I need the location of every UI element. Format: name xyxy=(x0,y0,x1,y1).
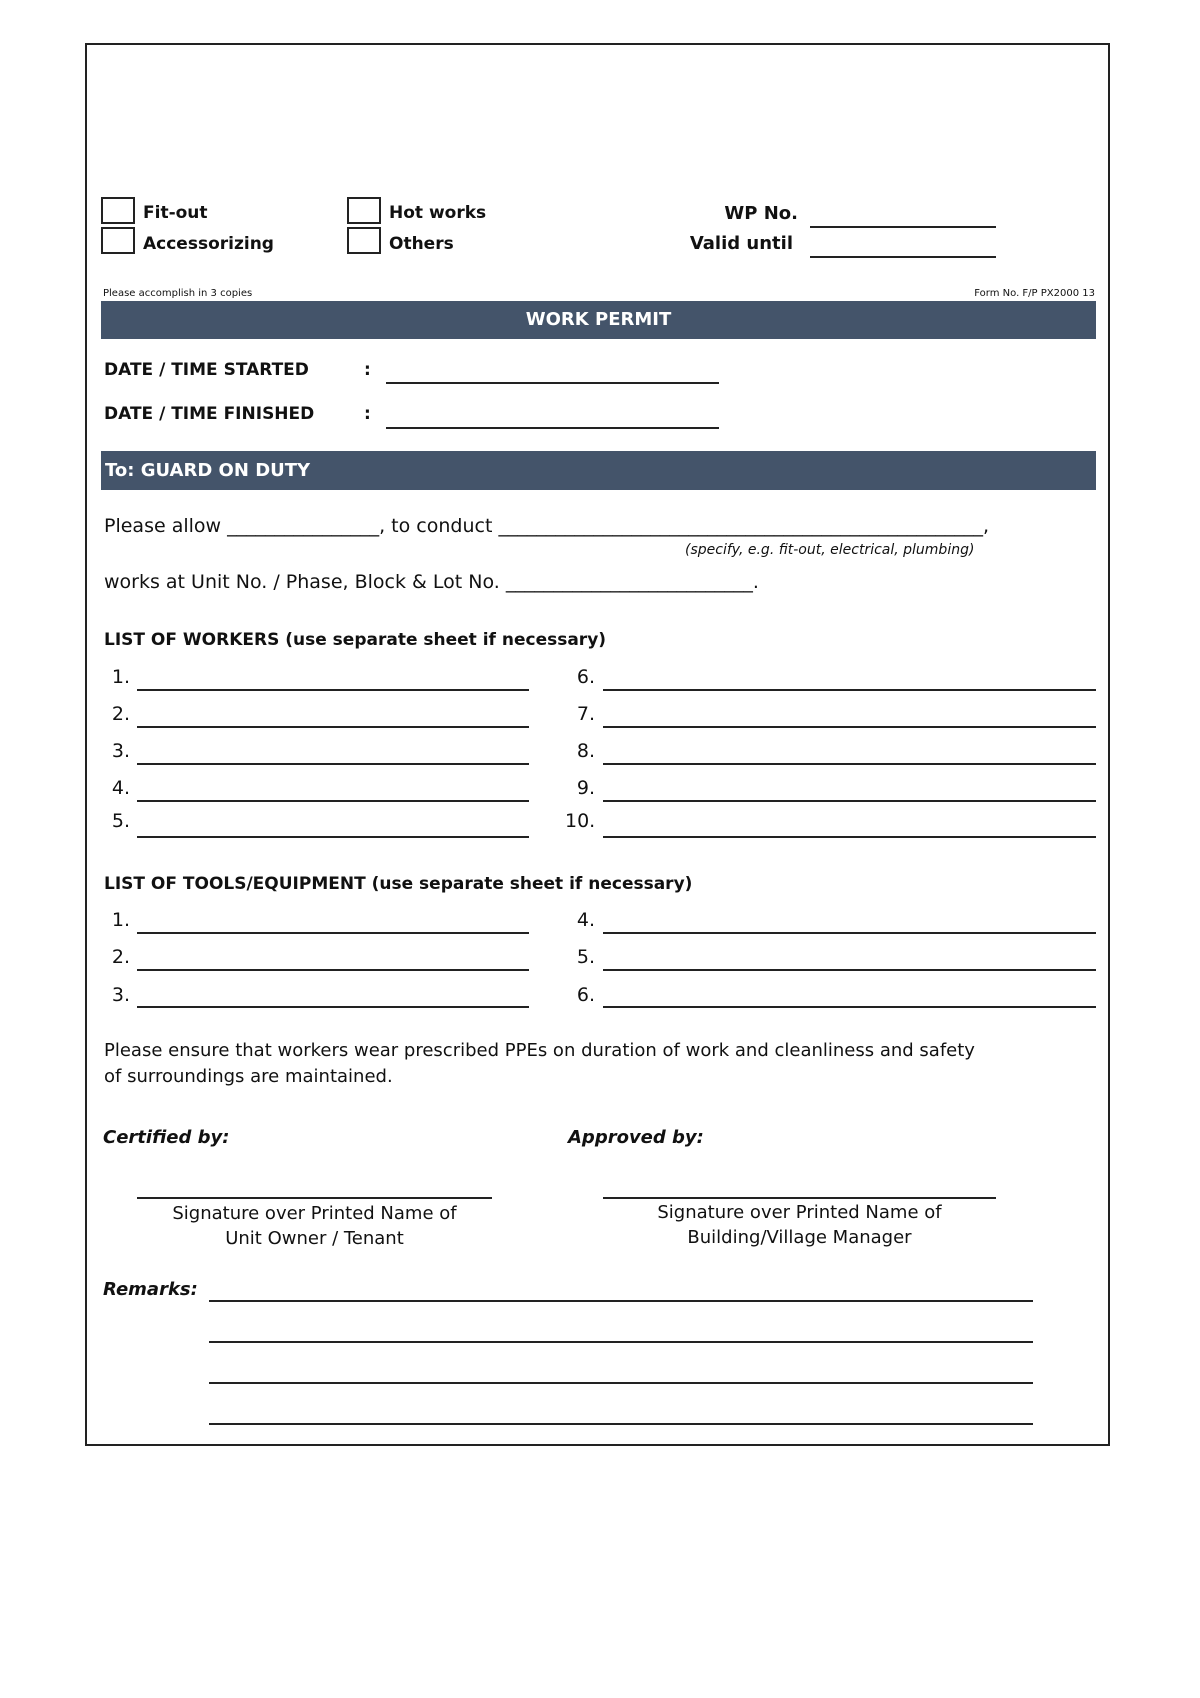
tool-number: 4. xyxy=(576,909,595,931)
worker-number: 5. xyxy=(111,810,130,832)
worker-field[interactable] xyxy=(603,763,1096,765)
worker-field[interactable] xyxy=(603,726,1096,728)
tool-field[interactable] xyxy=(603,969,1096,971)
worker-field[interactable] xyxy=(603,689,1096,691)
valid-until-field[interactable] xyxy=(810,256,996,258)
tools-section-title: LIST OF TOOLS/EQUIPMENT (use separate sheet if necessary) xyxy=(104,874,693,894)
tool-number: 2. xyxy=(111,946,130,968)
certified-caption-line-1: Signature over Printed Name of xyxy=(172,1203,457,1224)
request-line-1: Please allow ________________, to conduct ___________________________________________________, xyxy=(104,515,989,537)
worker-number: 7. xyxy=(576,703,595,725)
date-started-label: DATE / TIME STARTED xyxy=(104,360,309,380)
tool-field[interactable] xyxy=(603,932,1096,934)
worker-number: 1. xyxy=(111,666,130,688)
copies-note: Please accomplish in 3 copies xyxy=(103,288,253,299)
request-line-2: works at Unit No. / Phase, Block & Lot No. __________________________. xyxy=(104,571,759,593)
certified-caption xyxy=(137,1201,492,1251)
date-started-colon: : xyxy=(364,360,371,380)
worker-number: 10. xyxy=(565,810,596,832)
date-started-field[interactable] xyxy=(386,382,719,384)
certified-by-label: Certified by: xyxy=(103,1127,230,1148)
remarks-field[interactable] xyxy=(209,1300,1033,1302)
specify-hint: (specify, e.g. fit-out, electrical, plumbing) xyxy=(685,542,975,558)
remarks-field[interactable] xyxy=(209,1423,1033,1425)
approved-signature-line[interactable] xyxy=(603,1197,996,1199)
wp-no-label: WP No. xyxy=(724,203,798,224)
worker-field[interactable] xyxy=(137,726,529,728)
approved-caption-line-2: Building/Village Manager xyxy=(687,1227,912,1248)
worker-field[interactable] xyxy=(137,689,529,691)
fit-out-checkbox[interactable] xyxy=(101,197,135,224)
certified-signature-line[interactable] xyxy=(137,1197,492,1199)
worker-number: 8. xyxy=(576,740,595,762)
date-finished-colon: : xyxy=(364,404,371,424)
accessorizing-label: Accessorizing xyxy=(143,234,274,254)
tool-field[interactable] xyxy=(137,969,529,971)
remarks-field[interactable] xyxy=(209,1382,1033,1384)
tool-field[interactable] xyxy=(603,1006,1096,1008)
tool-number: 3. xyxy=(111,984,130,1006)
tool-number: 1. xyxy=(111,909,130,931)
others-label: Others xyxy=(389,234,454,254)
hot-works-label: Hot works xyxy=(389,203,487,223)
approved-by-label: Approved by: xyxy=(568,1127,704,1148)
accessorizing-checkbox[interactable] xyxy=(101,227,135,254)
worker-field[interactable] xyxy=(137,800,529,802)
worker-number: 9. xyxy=(576,777,595,799)
others-checkbox[interactable] xyxy=(347,227,381,254)
ppe-notice-line-1: Please ensure that workers wear prescribed PPEs on duration of work and cleanliness and safety xyxy=(104,1040,975,1061)
wp-no-field[interactable] xyxy=(810,226,996,228)
tool-number: 6. xyxy=(576,984,595,1006)
tool-number: 5. xyxy=(576,946,595,968)
approved-caption xyxy=(603,1200,996,1250)
date-finished-field[interactable] xyxy=(386,427,719,429)
ppe-notice-line-2: of surroundings are maintained. xyxy=(104,1066,393,1087)
worker-field[interactable] xyxy=(137,763,529,765)
guard-on-duty-bar xyxy=(101,451,1096,490)
workers-section-title: LIST OF WORKERS (use separate sheet if necessary) xyxy=(104,630,607,650)
worker-number: 4. xyxy=(111,777,130,799)
worker-field[interactable] xyxy=(603,800,1096,802)
worker-field[interactable] xyxy=(603,836,1096,838)
approved-caption-line-1: Signature over Printed Name of xyxy=(657,1202,942,1223)
title-bar xyxy=(101,301,1096,339)
certified-caption-line-2: Unit Owner / Tenant xyxy=(225,1228,404,1249)
hot-works-checkbox[interactable] xyxy=(347,197,381,224)
date-finished-label: DATE / TIME FINISHED xyxy=(104,404,315,424)
worker-number: 3. xyxy=(111,740,130,762)
page-title: WORK PERMIT xyxy=(525,309,672,330)
tool-field[interactable] xyxy=(137,1006,529,1008)
worker-field[interactable] xyxy=(137,836,529,838)
tool-field[interactable] xyxy=(137,932,529,934)
fit-out-label: Fit-out xyxy=(143,203,208,223)
valid-until-label: Valid until xyxy=(689,233,793,254)
worker-number: 6. xyxy=(576,666,595,688)
remarks-label: Remarks: xyxy=(103,1279,198,1300)
guard-on-duty-label: To: GUARD ON DUTY xyxy=(105,460,311,481)
worker-number: 2. xyxy=(111,703,130,725)
form-number: Form No. F/P PX2000 13 xyxy=(974,288,1095,299)
remarks-field[interactable] xyxy=(209,1341,1033,1343)
